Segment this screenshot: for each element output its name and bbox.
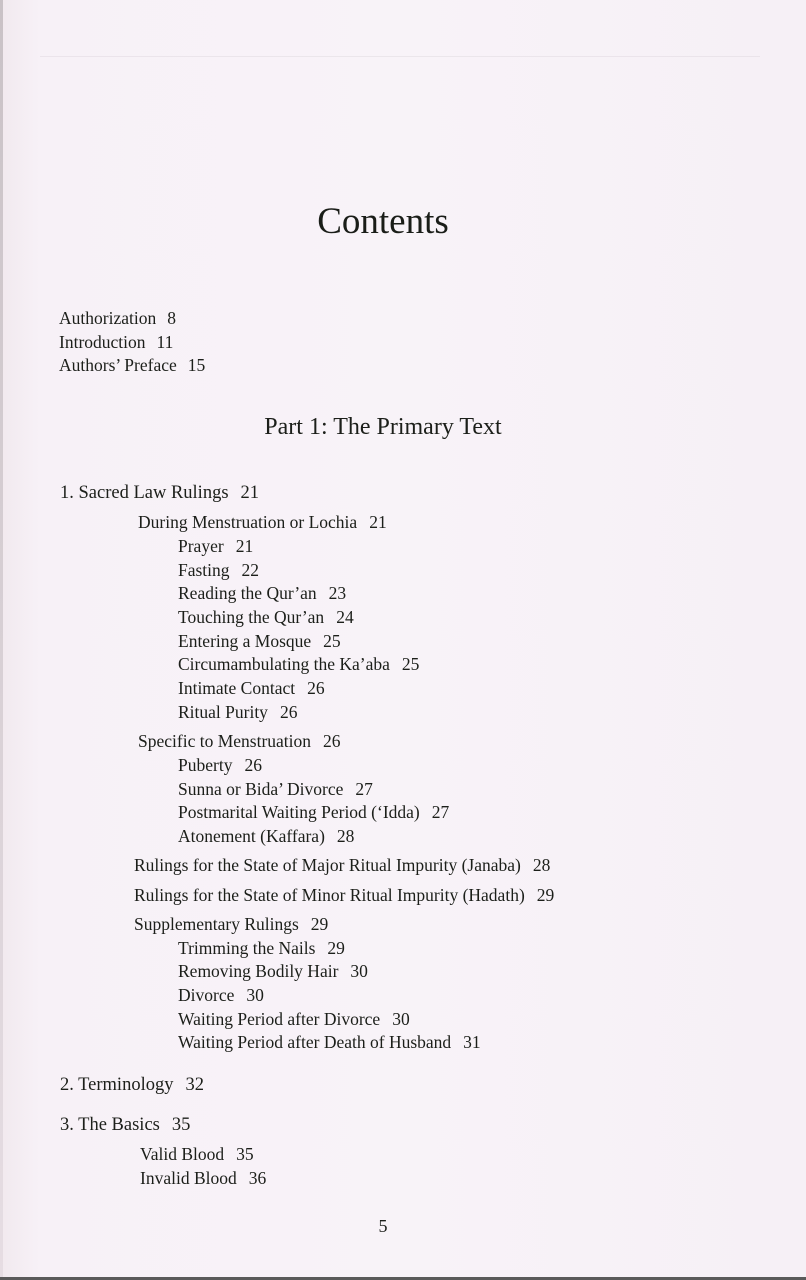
entry-page: 30 <box>392 1009 410 1029</box>
toc-subsection[interactable] <box>178 802 449 823</box>
toc-subsection[interactable] <box>178 560 259 581</box>
toc-subsection[interactable] <box>178 985 264 1006</box>
entry-page: 22 <box>241 560 260 580</box>
entry-label: Entering a Mosque <box>178 631 312 651</box>
toc-subsection[interactable] <box>178 961 368 982</box>
page-number: 5 <box>378 1216 388 1236</box>
entry-page: 25 <box>323 631 341 651</box>
toc-entry-introduction[interactable] <box>59 331 205 355</box>
entry-page: 21 <box>235 536 254 556</box>
entry-page: 23 <box>328 583 347 603</box>
entry-page: 26 <box>323 731 341 751</box>
entry-page: 31 <box>463 1032 481 1052</box>
entry-page: 35 <box>236 1144 254 1164</box>
toc-subsection[interactable] <box>178 1009 410 1030</box>
entry-page: 30 <box>246 985 264 1005</box>
page-left-edge <box>0 0 3 1280</box>
entry-label: Divorce <box>178 985 235 1005</box>
part-heading <box>0 414 766 441</box>
entry-label: Atonement (Kaffara) <box>178 826 325 846</box>
toc-subsection[interactable] <box>178 779 373 800</box>
entry-label: Trimming the Nails <box>178 938 316 958</box>
entry-label: Waiting Period after Death of Husband <box>178 1032 452 1052</box>
entry-label: Circumambulating the Ka’aba <box>178 654 390 674</box>
entry-page: 27 <box>431 802 450 822</box>
entry-page: 26 <box>307 678 325 698</box>
entry-label: Puberty <box>178 755 233 775</box>
entry-label: Invalid Blood <box>140 1168 237 1188</box>
entry-page: 21 <box>240 483 260 503</box>
toc-section[interactable] <box>138 512 387 533</box>
entry-page: 26 <box>244 755 262 775</box>
front-matter-list <box>59 307 205 378</box>
toc-subsection[interactable] <box>178 1032 481 1053</box>
toc-entry-authorization[interactable] <box>59 307 205 331</box>
toc-subsection[interactable] <box>178 826 354 847</box>
entry-label: Specific to Menstruation <box>138 731 312 751</box>
toc-entry-authors-preface[interactable] <box>59 354 205 378</box>
entry-page: 29 <box>536 885 555 905</box>
entry-page: 25 <box>401 654 420 674</box>
page-title: Contents <box>317 201 449 242</box>
bleed-through-header-rule <box>40 50 760 57</box>
entry-label: Removing Bodily Hair <box>178 961 339 981</box>
entry-label: 1. Sacred Law Rulings <box>60 483 229 503</box>
toc-subsection[interactable] <box>178 938 345 959</box>
entry-page: 32 <box>185 1075 204 1095</box>
part-heading-text: Part 1: The Primary Text <box>264 414 502 440</box>
entry-page: 24 <box>336 607 354 627</box>
entry-page: 29 <box>310 914 329 934</box>
entry-label: During Menstruation or Lochia <box>138 512 358 532</box>
toc-section[interactable] <box>134 855 550 876</box>
entry-label: Sunna or Bida’ Divorce <box>178 779 344 799</box>
entry-label: Fasting <box>178 560 230 580</box>
entry-label: Rulings for the State of Major Ritual Impurity (Janaba) <box>134 855 521 875</box>
entry-label: Reading the Qur’an <box>178 583 317 603</box>
toc-subsection[interactable] <box>178 654 419 675</box>
toc-chapter-3[interactable] <box>60 1115 190 1136</box>
entry-page: 36 <box>248 1168 267 1188</box>
toc-subsection[interactable] <box>178 702 297 723</box>
entry-page: 26 <box>279 702 298 722</box>
entry-page: 28 <box>532 855 551 875</box>
entry-label: Ritual Purity <box>178 702 268 722</box>
toc-chapter-1[interactable] <box>60 483 259 504</box>
entry-label: Authorization <box>59 308 157 328</box>
entry-label: Rulings for the State of Minor Ritual Impurity (Hadath) <box>134 885 525 905</box>
toc-section[interactable] <box>134 885 554 906</box>
toc-subsection[interactable] <box>178 607 354 628</box>
toc-subsection[interactable] <box>178 678 325 699</box>
entry-label: Prayer <box>178 536 224 556</box>
entry-page: 8 <box>167 308 176 328</box>
entry-label: Postmarital Waiting Period (‘Idda) <box>178 802 420 822</box>
entry-page: 21 <box>369 512 387 532</box>
toc-section[interactable] <box>140 1144 254 1165</box>
entry-page: 15 <box>187 355 206 375</box>
entry-page: 30 <box>350 961 368 981</box>
entry-label: Supplementary Rulings <box>134 914 299 934</box>
entry-label: Touching the Qur’an <box>178 607 325 627</box>
toc-subsection[interactable] <box>178 631 341 652</box>
toc-section[interactable] <box>140 1168 266 1189</box>
entry-label: 3. The Basics <box>60 1115 160 1135</box>
entry-label: Valid Blood <box>140 1144 225 1164</box>
entry-page: 29 <box>327 938 345 958</box>
entry-label: Introduction <box>59 331 146 352</box>
toc-chapter-2[interactable] <box>60 1075 204 1096</box>
entry-page: 28 <box>336 826 355 846</box>
entry-page: 27 <box>355 779 373 799</box>
entry-label: Intimate Contact <box>178 678 296 698</box>
entry-page: 35 <box>171 1115 191 1135</box>
toc-subsection[interactable] <box>178 583 346 604</box>
toc-section[interactable] <box>138 731 341 752</box>
entry-label: Waiting Period after Divorce <box>178 1009 381 1029</box>
entry-label: Authors’ Preface <box>59 355 177 375</box>
entry-page: 11 <box>156 331 174 352</box>
toc-subsection[interactable] <box>178 536 253 557</box>
toc-subsection[interactable] <box>178 755 262 776</box>
toc-section[interactable] <box>134 914 328 935</box>
entry-label: 2. Terminology <box>60 1075 174 1095</box>
